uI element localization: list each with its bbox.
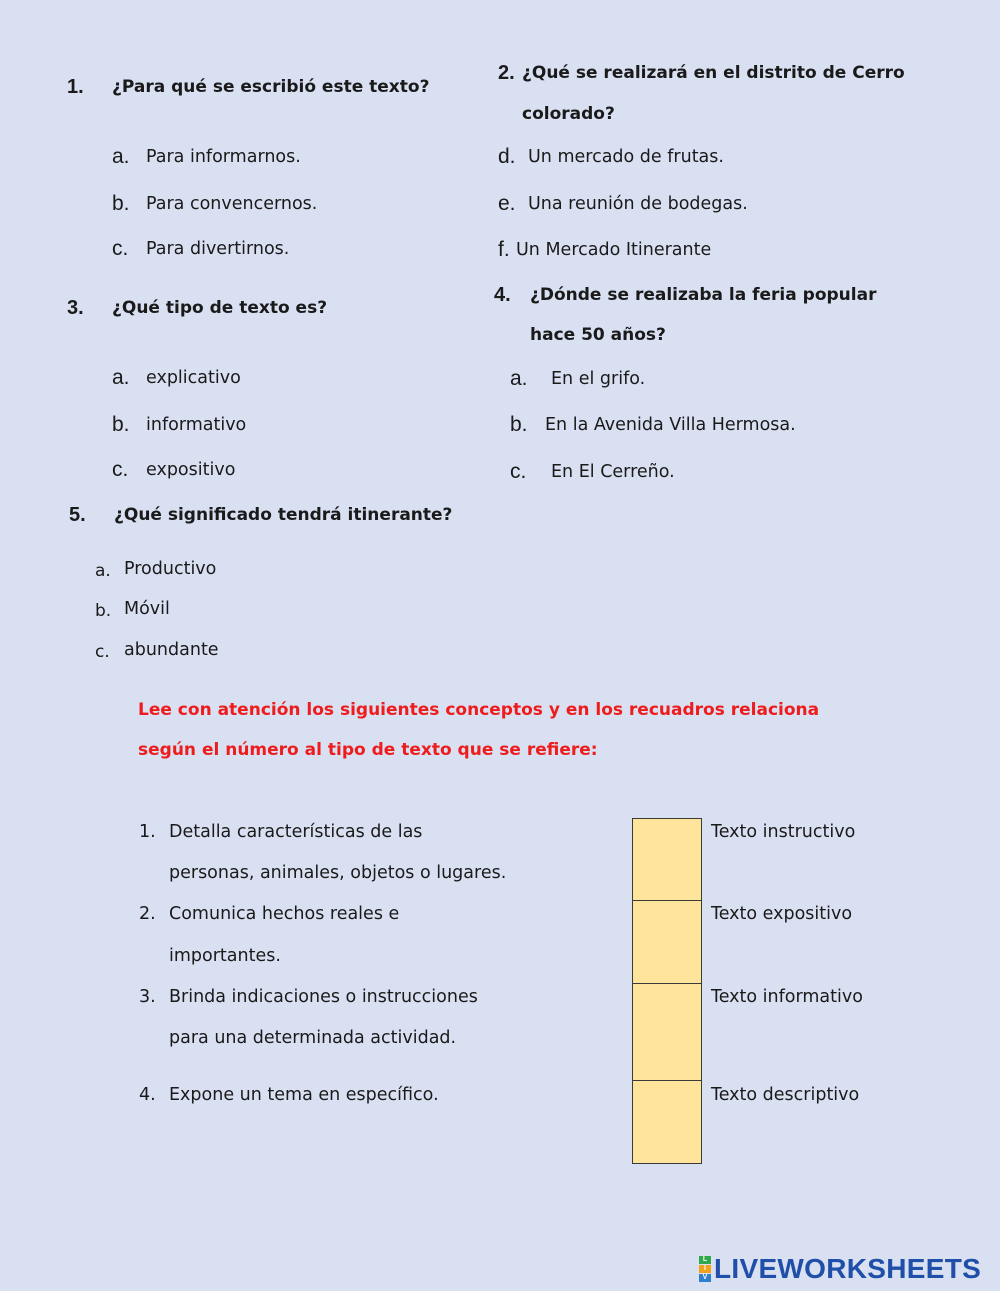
- q2-option-f: Un Mercado Itinerante: [516, 240, 712, 260]
- q3-option-b-letter: b.: [112, 413, 130, 436]
- instruction-line2: según el número al tipo de texto que se refiere:: [138, 740, 598, 760]
- concept-3-line1: Brinda indicaciones o instrucciones: [169, 987, 478, 1007]
- q1-option-a: Para informarnos.: [146, 147, 301, 167]
- q1-option-b-letter: b.: [112, 192, 130, 215]
- q5-option-c: abundante: [124, 640, 219, 660]
- answer-box-3[interactable]: [632, 983, 702, 1081]
- q1-option-b: Para convencernos.: [146, 194, 318, 214]
- logo-text: LIVEWORKSHEETS: [714, 1253, 982, 1284]
- question-2-line2: colorado?: [522, 104, 615, 124]
- concept-4-line1: Expone un tema en específico.: [169, 1085, 439, 1105]
- question-4-line2: hace 50 años?: [530, 325, 666, 345]
- q3-option-a-letter: a.: [112, 366, 130, 389]
- text-type-descriptivo: Texto descriptivo: [711, 1085, 860, 1105]
- instruction-line1: Lee con atención los siguientes conceptos y en los recuadros relaciona: [138, 700, 820, 720]
- concept-2-line2: importantes.: [169, 946, 281, 966]
- text-type-instructivo: Texto instructivo: [711, 822, 856, 842]
- q3-option-b: informativo: [146, 415, 247, 435]
- concept-3-line2: para una determinada actividad.: [169, 1028, 457, 1048]
- answer-box-4[interactable]: [632, 1080, 702, 1164]
- liveworksheets-logo[interactable]: [699, 1254, 981, 1284]
- question-2-line1: ¿Qué se realizará en el distrito de Cerro: [522, 63, 905, 83]
- q5-option-b: Móvil: [124, 599, 170, 619]
- q4-option-a: En el grifo.: [551, 369, 646, 389]
- question-4-number: 4.: [494, 284, 511, 306]
- logo-cube-i: I: [699, 1265, 711, 1273]
- logo-cube-v: V: [699, 1274, 711, 1282]
- concept-2-number: 2.: [139, 904, 156, 924]
- question-1-number: 1.: [67, 76, 84, 98]
- logo-cubes-icon: [699, 1256, 711, 1282]
- question-3-text: ¿Qué tipo de texto es?: [112, 298, 328, 318]
- q2-option-d-letter: d.: [498, 145, 516, 168]
- q5-option-c-letter: c.: [95, 642, 110, 662]
- question-1-text: ¿Para qué se escribió este texto?: [112, 77, 430, 97]
- q5-option-a-letter: a.: [95, 561, 111, 581]
- concept-1-line1: Detalla características de las: [169, 822, 423, 842]
- logo-cube-l: L: [699, 1256, 711, 1264]
- question-5-text: ¿Qué significado tendrá itinerante?: [114, 505, 453, 525]
- concept-1-line2: personas, animales, objetos o lugares.: [169, 863, 507, 883]
- question-2-number: 2.: [498, 62, 515, 84]
- q2-option-f-letter: f.: [498, 238, 510, 261]
- answer-box-1[interactable]: [632, 818, 702, 901]
- q4-option-a-letter: a.: [510, 367, 528, 390]
- q5-option-a: Productivo: [124, 559, 217, 579]
- q4-option-b: En la Avenida Villa Hermosa.: [545, 415, 796, 435]
- text-type-informativo: Texto informativo: [711, 987, 863, 1007]
- question-3-number: 3.: [67, 297, 84, 319]
- q4-option-b-letter: b.: [510, 413, 528, 436]
- question-4-line1: ¿Dónde se realizaba la feria popular: [530, 285, 877, 305]
- question-5-number: 5.: [69, 504, 86, 526]
- q1-option-a-letter: a.: [112, 145, 130, 168]
- q3-option-c: expositivo: [146, 460, 236, 480]
- concept-2-line1: Comunica hechos reales e: [169, 904, 400, 924]
- concept-4-number: 4.: [139, 1085, 156, 1105]
- q4-option-c-letter: c.: [510, 460, 527, 483]
- q2-option-d: Un mercado de frutas.: [528, 147, 724, 167]
- q3-option-c-letter: c.: [112, 458, 129, 481]
- concept-1-number: 1.: [139, 822, 156, 842]
- q5-option-b-letter: b.: [95, 601, 112, 621]
- q1-option-c: Para divertirnos.: [146, 239, 290, 259]
- q1-option-c-letter: c.: [112, 237, 129, 260]
- q2-option-e: Una reunión de bodegas.: [528, 194, 748, 214]
- q4-option-c: En El Cerreño.: [551, 462, 675, 482]
- answer-box-2[interactable]: [632, 900, 702, 984]
- q3-option-a: explicativo: [146, 368, 241, 388]
- concept-3-number: 3.: [139, 987, 156, 1007]
- q2-option-e-letter: e.: [498, 192, 516, 215]
- text-type-expositivo: Texto expositivo: [711, 904, 853, 924]
